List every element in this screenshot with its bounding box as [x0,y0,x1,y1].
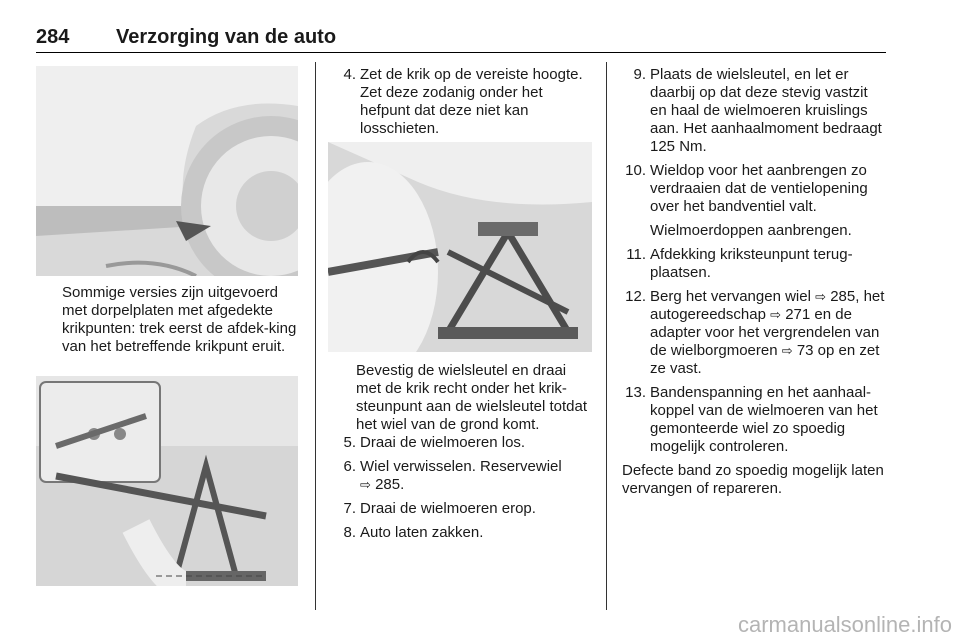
page-reference-icon: ⇨ [815,289,827,304]
illustration-jack-lifting [328,142,592,352]
step-13: 13. Bandenspanning en het aanhaal-koppel van de wielmoeren van het gemonteerde wiel zo spoedig mogelijk controleren. [625,384,878,455]
illustration-sill-cover [36,66,298,276]
step-10: 10. Wieldop voor het aanbrengen zo verdraaien dat de ventielopening over het bandventiel valt. [625,162,868,215]
step-10-note: Wielmoerdoppen aanbrengen. [650,222,852,239]
page-number: 284 [36,26,70,48]
step-12: 12. Berg het vervangen wiel ⇨ 285, het autogereedschap ⇨ 271 en de adapter voor het vergrendelen van de wielborgmoeren ⇨ 73 op en zet ze vast. [625,288,885,377]
watermark-logo: carmanualsonline.info [737,612,952,637]
step-5: 5. Draai de wielmoeren los. [343,434,526,451]
column-divider [315,62,316,610]
chapter-title: Verzorging van de auto [116,26,337,48]
figure-caption: Bevestig de wielsleutel en draai met de krik recht onder het krik-steunpunt aan de wielsleutel totdat het wiel van de grond komt. [356,362,587,433]
page-reference-icon: ⇨ [770,307,782,322]
column-3 [620,66,888,498]
page-header [36,22,886,53]
column-divider [606,62,607,610]
step-7: 7. Draai de wielmoeren erop. [343,500,536,517]
note-text: Defecte band zo spoedig mogelijk laten vervangen of repareren. [622,462,884,497]
step-11: 11. Afdekking kriksteunpunt terug-plaatsen. [626,246,853,281]
page-reference-icon: ⇨ [360,477,371,492]
figure-caption: Sommige versies zijn uitgevoerd met dorpelplaten met afgedekte krikpunten: trek eerst de afdek-king van het betreffende krikpunt eruit. [62,284,297,355]
column-2 [330,66,592,144]
page-reference-icon: ⇨ [781,343,793,358]
illustration-jack-under-sill [36,376,298,586]
step-8: 8. Auto laten zakken. [343,524,484,541]
step-6: 6. Wiel verwisselen. Reservewiel ⇨ 285. [343,458,562,493]
step-9: 9. Plaats de wielsleutel, en let er daarbij op dat deze stevig vastzit en haal de wielmoeren kruislings aan. Het aanhaalmoment bedraagt 125 Nm. [633,66,882,155]
step-4: 4. Zet de krik op de vereiste hoogte. Zet deze zodanig onder het hefpunt dat deze niet kan losschieten. [343,66,583,137]
column-2-steps [330,434,592,548]
